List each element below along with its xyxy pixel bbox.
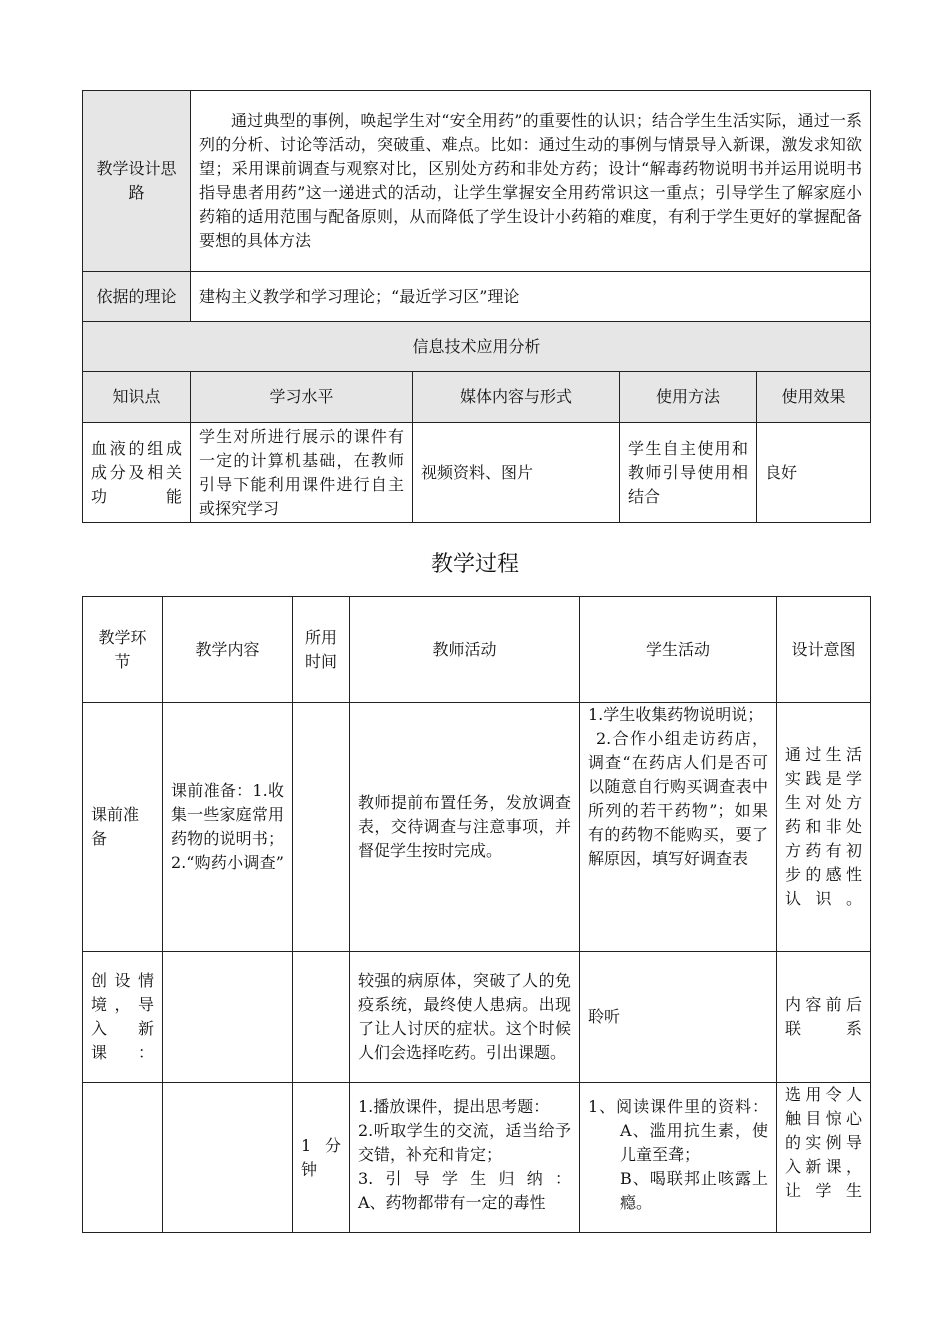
process-header-time: 所用时间 [293, 597, 350, 703]
process-header-stage: 教学环节 [83, 597, 163, 703]
process-row-1-stage: 课前准备 [83, 703, 163, 952]
process-row-3-stage [83, 1083, 163, 1233]
process-row-3-teacher [350, 1083, 580, 1233]
process-row-3-teacher-line-1: 1.播放课件，提出思考题： [358, 1097, 550, 1116]
theory-label: 依据的理论 [83, 272, 191, 322]
process-row-3-teacher-line-4: A、药物都带有一定的毒性 [358, 1193, 546, 1212]
process-row-2-student: 聆听 [580, 952, 777, 1083]
process-header-intent: 设计意图 [777, 597, 871, 703]
section-heading: 教学过程 [430, 552, 519, 577]
process-row-3-student [580, 1083, 777, 1233]
process-row-2-intent: 内容前后联系 [777, 952, 871, 1083]
it-header-effect: 使用效果 [757, 372, 871, 423]
it-cell-effect: 良好 [757, 423, 871, 523]
process-row-1-teacher: 教师提前布置任务，发放调查表，交待调查与注意事项，并督促学生按时完成。 [350, 703, 580, 952]
it-cell-level: 学生对所进行展示的课件有一定的计算机基础，在教师引导下能利用课件进行自主或探究学习 [191, 423, 413, 523]
it-header-media: 媒体内容与形式 [413, 372, 620, 423]
process-row-1-student [580, 703, 777, 952]
process-header-content: 教学内容 [163, 597, 293, 703]
it-cell-knowledge: 血液的组成成分及相关功能 [83, 423, 191, 523]
process-row-3-intent: 选用令人触目惊心的实例导入新课，让学生 [777, 1083, 871, 1233]
design-label: 教学设计思路 [83, 91, 191, 272]
process-row-3-teacher-line-2: 2.听取学生的交流，适当给予交错，补充和肯定； [358, 1121, 571, 1164]
process-row-2-stage: 创设情境，导入新课： [83, 952, 163, 1083]
process-row-2-time [293, 952, 350, 1083]
design-table [82, 90, 871, 523]
it-header-method: 使用方法 [620, 372, 757, 423]
it-header-knowledge: 知识点 [83, 372, 191, 423]
process-row-1-content: 课前准备：1.收集一些家庭常用药物的说明书；2.“购药小调查” [163, 703, 293, 952]
design-text: 通过典型的事例，唤起学生对“安全用药”的重要性的认识；结合学生生活实际，通过一系列的分析、讨论等活动，突破重、难点。比如：通过生动的事例与情景导入新课，激发求知欲望；采用课前调查与观察对比，区别处方药和非处方药；设计“解毒药物说明书并运用说明书指导患者用药”这一递进式的活动，让学生掌握安全用药常识这一重点；引导学生了解家庭小药箱的适用范围与配备原则，从而降低了学生设计小药箱的难度，有利于学生更好的掌握配备要想的具体方法 [191, 91, 871, 272]
process-row-1-intent: 通过生活实践是学生对处方药和非处方药有初步的感性认识。 [777, 703, 871, 952]
process-row-3-time: 1分钟 [293, 1083, 350, 1233]
it-analysis-title: 信息技术应用分析 [83, 322, 871, 372]
process-row-3-student-line-1: 1、阅读课件里的资料：A、滥用抗生素，使儿童至聋； [588, 1097, 768, 1164]
process-row-1-student-line-1: 1.学生收集药物说明说； [588, 705, 764, 724]
process-row-3-content [163, 1083, 293, 1233]
process-row-2-teacher: 较强的病原体，突破了人的免疫系统，最终使人患病。出现了让人讨厌的症状。这个时候人们会选择吃药。引出课题。 [350, 952, 580, 1083]
it-cell-media: 视频资料、图片 [413, 423, 620, 523]
it-header-level: 学习水平 [191, 372, 413, 423]
process-header-student: 学生活动 [580, 597, 777, 703]
process-table [82, 596, 871, 1233]
theory-text: 建构主义教学和学习理论；“最近学习区”理论 [191, 272, 871, 322]
process-row-1-student-line-2: 2.合作小组走访药店，调查“在药店人们是否可以随意自行购买调查表中所列的若干药物”；如果有的药物不能购买，要了解原因，填写好调查表 [588, 729, 768, 868]
process-row-1-time [293, 703, 350, 952]
process-row-3-teacher-line-3: 3.引导学生归纳： [358, 1169, 571, 1188]
it-cell-method: 学生自主使用和教师引导使用相结合 [620, 423, 757, 523]
process-header-teacher: 教师活动 [350, 597, 580, 703]
process-row-2-content [163, 952, 293, 1083]
process-row-3-student-line-2: B、喝联邦止咳露上瘾。 [620, 1169, 768, 1212]
